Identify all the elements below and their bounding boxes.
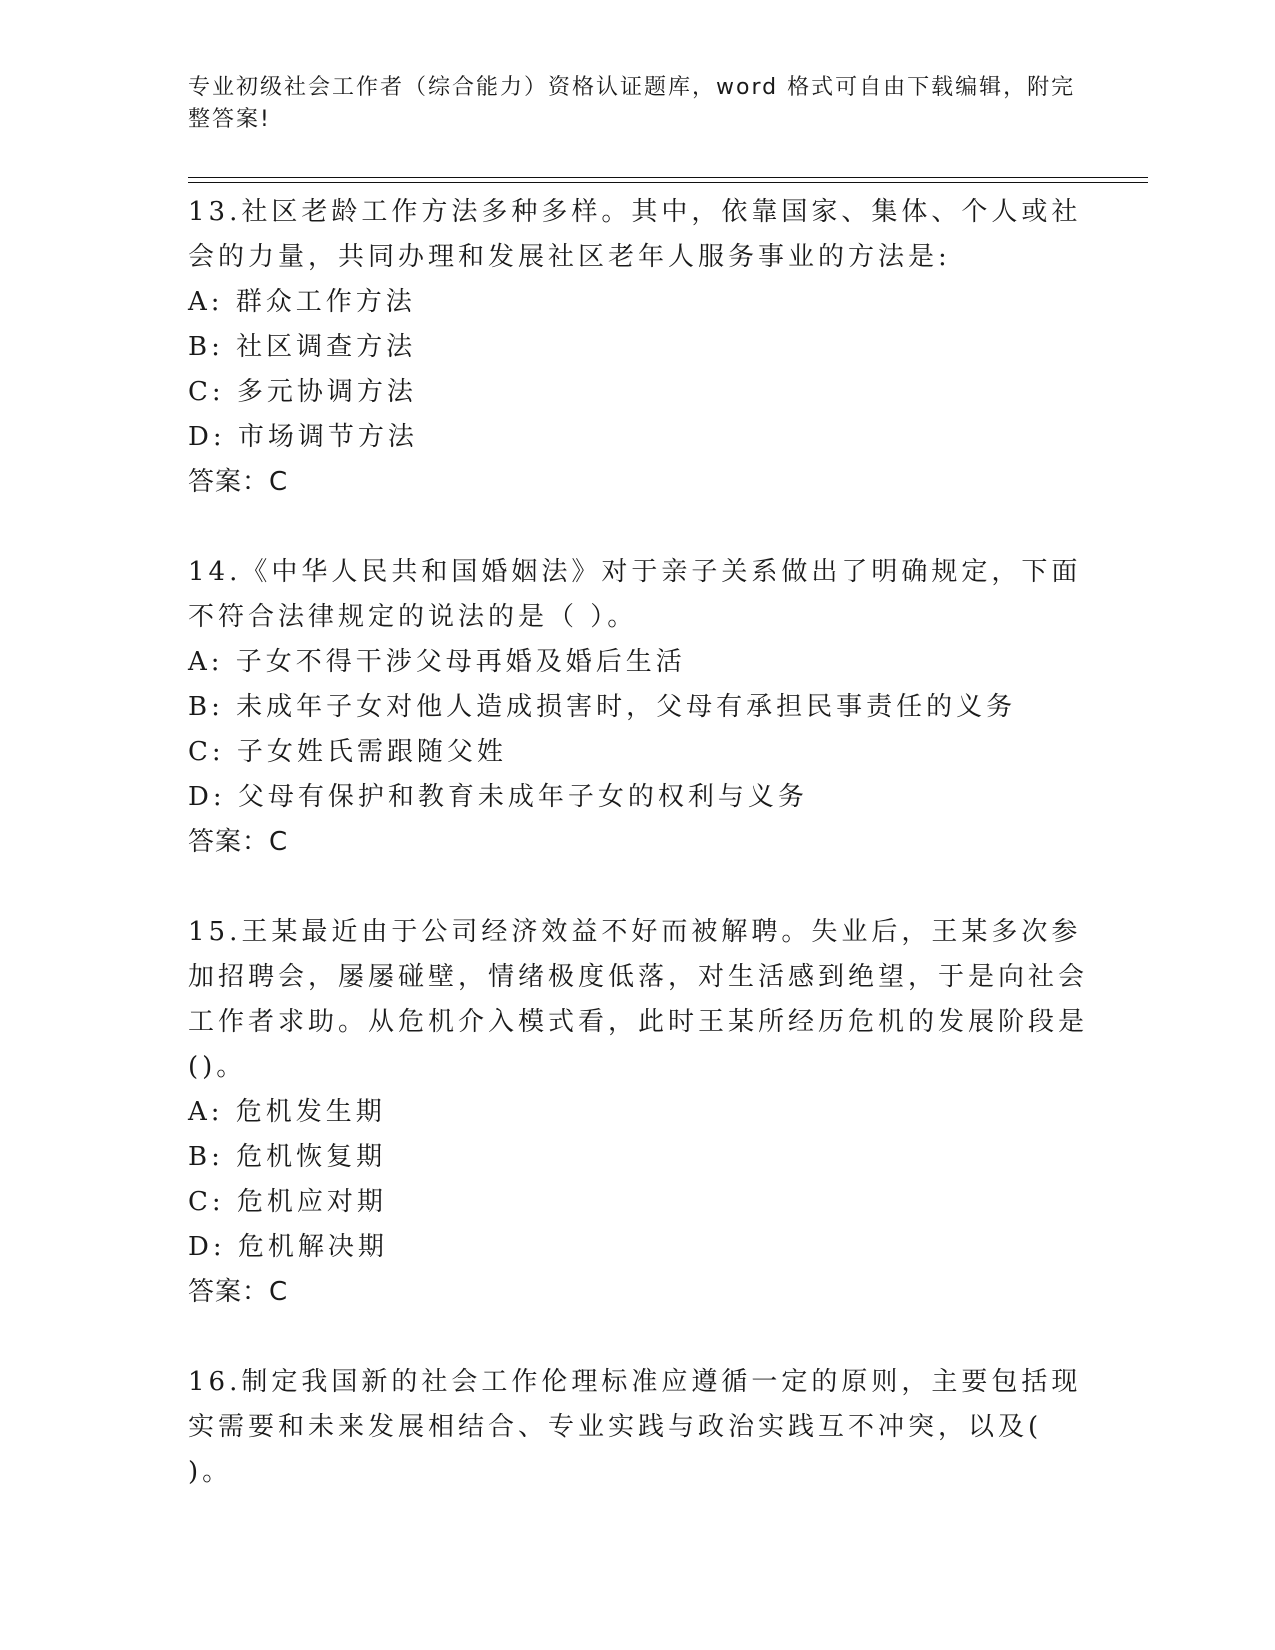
answer-line: 答案：C	[188, 827, 289, 857]
option-d: D: 危机解决期	[188, 1232, 388, 1262]
header-divider-bottom	[188, 182, 1148, 183]
option-b: B: 未成年子女对他人造成损害时，父母有承担民事责任的义务	[188, 692, 1017, 722]
option-c: C: 子女姓氏需跟随父姓	[188, 737, 507, 767]
question-16	[188, 1360, 1088, 1495]
option-a: A: 子女不得干涉父母再婚及婚后生活	[188, 647, 686, 677]
question-stem: 15.王某最近由于公司经济效益不好而被解聘。失业后，王某多次参加招聘会，屡屡碰壁，情绪极度低落，对生活感到绝望，于是向社会工作者求助。从危机介入模式看，此时王某所经历危机的发展阶段是()。	[188, 917, 1089, 1082]
option-c: C: 危机应对期	[188, 1187, 387, 1217]
question-15	[188, 910, 1088, 1315]
question-list	[188, 190, 1088, 1540]
question-stem: 14.《中华人民共和国婚姻法》对于亲子关系做出了明确规定，下面不符合法律规定的说法的是（ ）。	[188, 557, 1082, 632]
option-a: A: 危机发生期	[188, 1097, 386, 1127]
question-14	[188, 550, 1088, 865]
option-c: C: 多元协调方法	[188, 377, 417, 407]
option-b: B: 危机恢复期	[188, 1142, 387, 1172]
header-divider-top	[188, 177, 1148, 178]
document-header: 专业初级社会工作者（综合能力）资格认证题库，word 格式可自由下载编辑，附完整答案!	[188, 75, 1076, 132]
answer-line: 答案：C	[188, 1277, 289, 1307]
question-13	[188, 190, 1088, 505]
question-stem: 13.社区老龄工作方法多种多样。其中，依靠国家、集体、个人或社会的力量，共同办理和发展社区老年人服务事业的方法是:	[188, 197, 1082, 272]
option-d: D: 父母有保护和教育未成年子女的权利与义务	[188, 782, 808, 812]
answer-line: 答案：C	[188, 467, 289, 497]
option-b: B: 社区调查方法	[188, 332, 417, 362]
option-d: D: 市场调节方法	[188, 422, 418, 452]
question-stem: 16.制定我国新的社会工作伦理标准应遵循一定的原则，主要包括现实需要和未来发展相结合、专业实践与政治实践互不冲突，以及( )。	[188, 1367, 1082, 1487]
option-a: A: 群众工作方法	[188, 287, 416, 317]
